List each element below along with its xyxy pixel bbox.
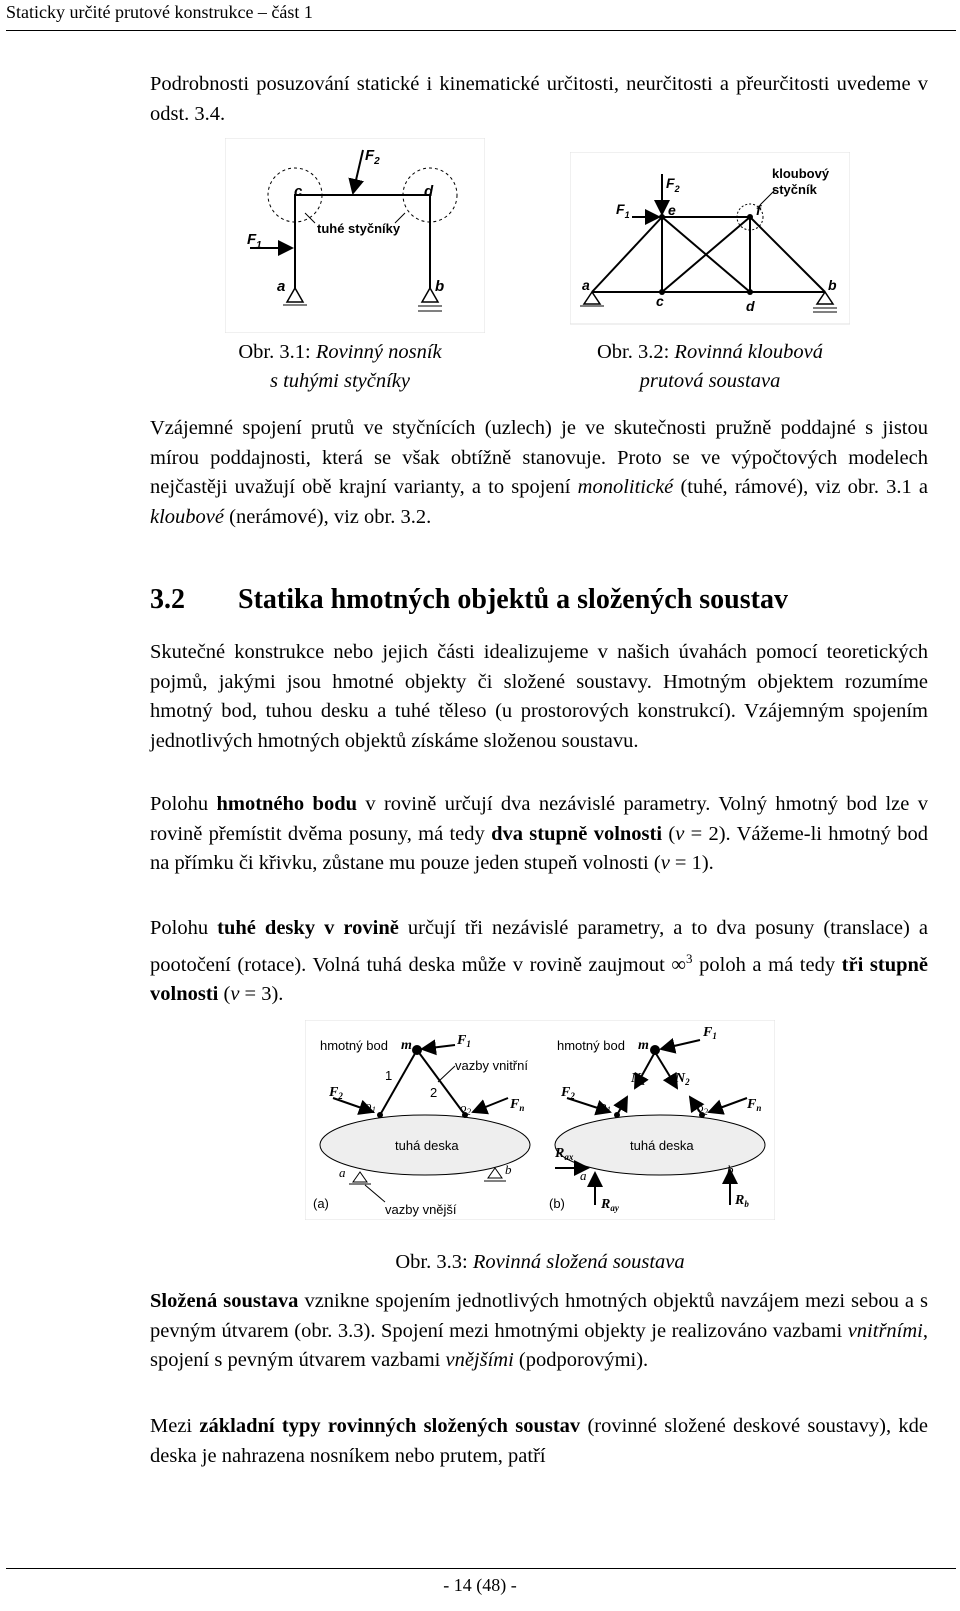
svg-text:a: a — [580, 1168, 587, 1183]
label-vazby-vnejsi: vazby vnější — [385, 1202, 457, 1217]
force-f2-arrow — [353, 150, 363, 193]
svg-text:F1: $F_1$ — [616, 201, 630, 220]
svg-text:F2: $F_2$ — [666, 175, 680, 194]
support-a — [584, 292, 600, 304]
label-b: b — [828, 277, 837, 293]
label-m-b: m — [638, 1038, 649, 1053]
label-m-a: m — [401, 1038, 412, 1053]
caption-fig-3-1: Obr. 3.1: Rovinný nosník s tuhými styčníky — [238, 341, 442, 392]
svg-text:a: a — [339, 1165, 346, 1180]
svg-text:Fn: $F_n$ — [747, 1097, 762, 1113]
label-tuhe-stycniky: tuhé styčníky — [317, 221, 401, 236]
svg-text:o1: $o_1$ — [600, 1098, 611, 1115]
svg-text:F2: $F_2$ — [329, 1085, 343, 1101]
svg-text:b: b — [727, 1162, 734, 1177]
subfigure-b — [549, 1025, 765, 1213]
page-number: - 14 (48) - — [443, 1575, 517, 1595]
label-tuha-deska-b: tuhá deska — [630, 1138, 694, 1153]
label-d: d — [746, 298, 755, 314]
svg-text:Ray: $R_{ay}$ — [601, 1197, 619, 1213]
svg-text:F2: $F_2$ — [561, 1085, 575, 1101]
paragraph-mass-point: Polohu hmotného bodu v rovině určují dva nezávislé parametry. Volný hmotný bod lze v rovině přemístit dvěma posuny, má tedy dva stupně volnosti (v = 2). Vážeme-li hmotný bod na přímku či křivku, zůstane mu pouze jeden stupeň volnosti (v = 1). — [150, 793, 928, 874]
caption-fig-3-2: Obr. 3.2: Rovinná kloubová prutová soustava — [596, 341, 824, 392]
label-c: c — [294, 183, 303, 200]
svg-text:1: 1 — [385, 1068, 393, 1083]
intro-paragraph: Podrobnosti posuzování statické i kinematické určitosti, neurčitosti a přeurčitosti uvedeme v odst. 3.4. — [150, 73, 928, 125]
footer-rule — [6, 1568, 956, 1569]
support-b — [817, 292, 833, 304]
section-title: Statika hmotných objektů a složených soustav — [238, 584, 788, 615]
svg-text:Fn: $F_n$ — [510, 1097, 525, 1113]
figure-3-3 — [305, 1020, 775, 1220]
label-a: a — [277, 278, 286, 295]
label-f1: F — [616, 201, 625, 217]
paragraph-joints: Vzájemné spojení prutů ve styčnících (uzlech) je ve skutečnosti pružně poddajné s jistou mírou poddajnosti, která se však obtížně stanovuje. Proto se ve výpočtových modelech nejčastěji uvažují obě krajní varianty, a to spojení monolitické (tuhé, rámové), viz obr. 3.1 a kloubové (nerámové), viz obr. 3.2. — [150, 417, 928, 528]
infinity-symbol: ∞ — [671, 953, 687, 976]
label-f: f — [756, 202, 761, 218]
section-heading — [150, 582, 788, 618]
svg-text:Rax: $R_{ax}$ — [555, 1146, 574, 1162]
svg-text:N2: $N_2$ — [675, 1071, 690, 1087]
label-e: e — [668, 202, 676, 218]
svg-text:Rb: $R_b$ — [735, 1193, 749, 1209]
paragraph-composite-system: Složená soustava vznikne spojením jednotlivých hmotných objektů navzájem mezi sebou a s pevným útvarem (obr. 3.3). Spojení mezi hmotnými objekty je realizováno vazbami vnitřními, spojení s pevným útvarem vazbami vnějšími (podporovými). — [150, 1290, 929, 1371]
label-subfig-b: (b) — [549, 1196, 565, 1211]
svg-text:F1: $F_1$ — [703, 1025, 717, 1041]
label-f1: F — [247, 231, 257, 248]
header-title: Staticky určité prutové konstrukce – část 1 — [6, 2, 313, 22]
truss-members — [592, 217, 825, 292]
frame-structure — [295, 195, 430, 288]
label-f2: F — [666, 175, 675, 191]
paragraph-basic-types: Mezi základní typy rovinných složených soustav (rovinné složené deskové soustavy), kde deska je nahrazena nosníkem nebo prutem, patří — [150, 1415, 928, 1467]
subfigure-a — [313, 1033, 530, 1217]
figure-3-2 — [570, 152, 850, 327]
label-a: a — [582, 277, 590, 293]
label-stycnik: styčník — [772, 182, 817, 197]
svg-text:F1: $F_1$ — [247, 231, 262, 251]
svg-text:o1: $o_1$ — [365, 1098, 376, 1115]
label-hmotny-bod-b: hmotný bod — [557, 1038, 625, 1053]
paragraph-idealization: Skutečné konstrukce nebo jejich části idealizujeme v našich úvahách pomocí teoretických pojmů, jakými jsou hmotné objekty či složené soustavy. Hmotným objektem rozumíme hmotný bod, tuhou desku a tuhé těleso (u prostorových konstrukcí). Vzájemným spojením jednotlivých hmotných objektů získáme složenou soustavu. — [150, 641, 928, 752]
label-b: b — [435, 278, 445, 295]
svg-text:2: 2 — [430, 1085, 438, 1100]
section-number: 3.2 — [150, 584, 185, 615]
svg-text:o2: $o_2$ — [697, 1100, 708, 1117]
label-d: d — [424, 183, 434, 200]
label-tuha-deska-a: tuhá deska — [395, 1138, 459, 1153]
svg-text:N1: $N_1$ — [631, 1071, 646, 1087]
figure-3-1 — [225, 138, 485, 333]
label-hmotny-bod-a: hmotný bod — [320, 1038, 388, 1053]
caption-fig-3-3: Obr. 3.3: Rovinná složená soustava — [395, 1251, 685, 1273]
svg-text:o2: $o_2$ — [460, 1100, 471, 1117]
label-f2: F — [365, 147, 375, 164]
page-header — [6, 0, 956, 31]
support-a — [287, 288, 303, 302]
label-kloubovy: kloubový — [772, 166, 830, 181]
svg-text:F1: $F_1$ — [457, 1033, 471, 1049]
paragraph-rigid-plate: Polohu tuhé desky v rovině určují tři nezávislé parametry, a to dva posuny (translace) a pootočení (rotace). Volná tuhá deska může v rovině zaujmout ∞$^3$ poloh a má tedy tři stupně volnosti (v = 3). — [150, 917, 928, 1005]
label-c: c — [656, 293, 664, 309]
svg-text:F2: $F_2$ — [365, 147, 380, 167]
label-subfig-a: (a) — [313, 1196, 329, 1211]
label-vazby-vnitrni: vazby vnitřní — [455, 1058, 528, 1073]
svg-text:b: b — [505, 1162, 512, 1177]
